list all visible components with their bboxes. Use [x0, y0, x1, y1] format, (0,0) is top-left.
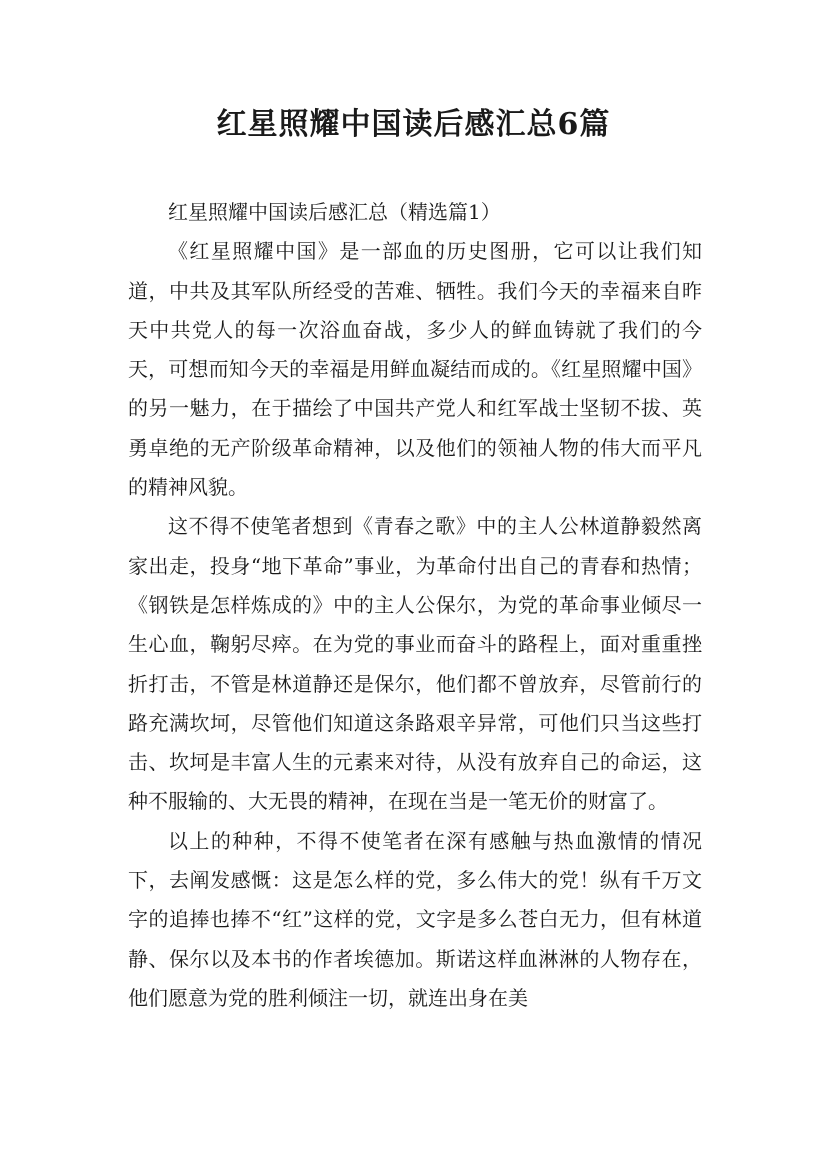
paragraph: 这不得不使笔者想到《青春之歌》中的主人公林道静毅然离家出走，投身“地下革命”事业，为革命付出自己的青春和热情；《钢铁是怎样炼成的》中的主人公保尔，为党的革命事业倾尽一生心血，鞠躬尽瘁。在为党的事业而奋斗的路程上，面对重重挫折打击，不管是林道静还是保尔，他们都不曾放弃，尽管前行的路充满坎坷，尽管他们知道这条路艰辛异常，可他们只当这些打击、坎坷是丰富人生的元素来对待，从没有放弃自己的命运，这种不服输的、大无畏的精神，在现在当是一笔无价的财富了。: [128, 514, 702, 814]
section-heading: 红星照耀中国读后感汇总（精选篇1）: [168, 200, 501, 224]
paragraph: 以上的种种，不得不使笔者在深有感触与热血激情的情况下，去阐发感慨：这是怎么样的党，多么伟大的党！纵有千万文字的追捧也捧不“红”这样的党，文字是多么苍白无力，但有林道静、保尔以及本书的作者埃德加。斯诺这样血淋淋的人物存在，他们愿意为党的胜利倾注一切，就连出身在美: [128, 828, 702, 1010]
document-body: [128, 193, 702, 1018]
document-title: 红星照耀中国读后感汇总6篇: [216, 107, 611, 142]
paragraph: 《红星照耀中国》是一部血的历史图册，它可以让我们知道，中共及其军队所经受的苦难、牺牲。我们今天的幸福来自昨天中共党人的每一次浴血奋战，多少人的鲜血铸就了我们的今天，可想而知今天的幸福是用鲜血凝结而成的。《红星照耀中国》的另一魅力，在于描绘了中国共产党人和红军战士坚韧不拔、英勇卓绝的无产阶级革命精神，以及他们的领袖人物的伟大而平凡的精神风貌。: [128, 239, 702, 500]
